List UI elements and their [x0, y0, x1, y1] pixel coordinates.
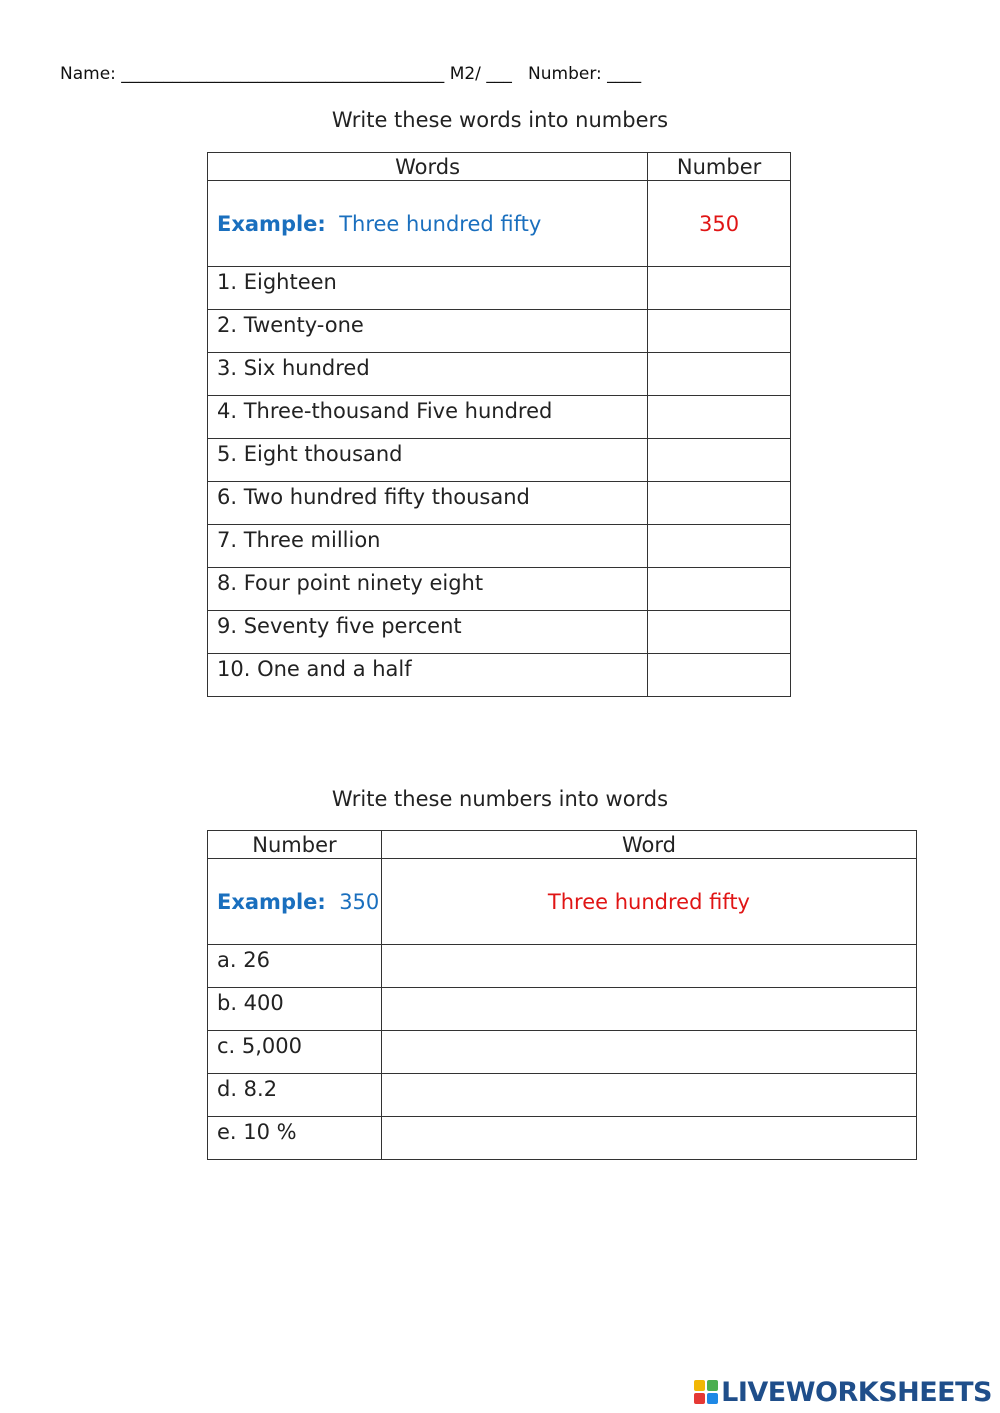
column-header-word: Word: [381, 831, 916, 859]
class-field[interactable]: M2/ ___: [449, 64, 512, 84]
question-item: 9. Seventy five percent: [208, 611, 648, 654]
table-row: [208, 1074, 917, 1117]
question-item: 3. Six hundred: [208, 353, 648, 396]
table-row: [208, 611, 791, 654]
table-row: [208, 482, 791, 525]
table-row: [208, 267, 791, 310]
question-item: 10. One and a half: [208, 654, 648, 697]
student-info-header: [60, 64, 641, 84]
question-item: e. 10 %: [208, 1117, 382, 1160]
table-row: [208, 396, 791, 439]
example-row: [208, 181, 791, 267]
liveworksheets-logo: [694, 1375, 992, 1409]
numbers-to-words-table: [207, 830, 917, 1160]
table-row: [208, 525, 791, 568]
table-row: [208, 568, 791, 611]
example-answer: Three hundred fifty: [381, 859, 916, 945]
answer-word-field[interactable]: [381, 1074, 916, 1117]
logo-square: [694, 1393, 705, 1404]
answer-number-field[interactable]: [648, 353, 791, 396]
answer-number-field[interactable]: [648, 482, 791, 525]
answer-number-field[interactable]: [648, 654, 791, 697]
answer-word-field[interactable]: [381, 988, 916, 1031]
name-field[interactable]: Name: ______________________________________: [60, 64, 445, 84]
example-text: 350: [339, 889, 380, 914]
answer-number-field[interactable]: [648, 396, 791, 439]
answer-number-field[interactable]: [648, 267, 791, 310]
table-row: [208, 988, 917, 1031]
question-item: 2. Twenty-one: [208, 310, 648, 353]
table-row: [208, 353, 791, 396]
example-prompt: [208, 181, 648, 267]
question-item: 7. Three million: [208, 525, 648, 568]
column-header-number: Number: [648, 153, 791, 181]
example-text: Three hundred fifty: [339, 211, 542, 236]
logo-text: LIVEWORKSHEETS: [721, 1376, 992, 1408]
question-item: a. 26: [208, 945, 382, 988]
logo-square: [707, 1393, 718, 1404]
table-row: [208, 439, 791, 482]
student-number-field[interactable]: Number: ____: [528, 64, 642, 84]
answer-number-field[interactable]: [648, 310, 791, 353]
words-to-numbers-table: [207, 152, 791, 697]
example-label: Example:: [217, 889, 326, 914]
question-item: d. 8.2: [208, 1074, 382, 1117]
answer-word-field[interactable]: [381, 1031, 916, 1074]
question-item: 8. Four point ninety eight: [208, 568, 648, 611]
liveworksheets-icon: [694, 1380, 718, 1404]
answer-number-field[interactable]: [648, 525, 791, 568]
answer-word-field[interactable]: [381, 945, 916, 988]
example-row: [208, 859, 917, 945]
question-item: b. 400: [208, 988, 382, 1031]
question-item: 1. Eighteen: [208, 267, 648, 310]
question-item: 5. Eight thousand: [208, 439, 648, 482]
table-row: [208, 1117, 917, 1160]
question-item: 4. Three-thousand Five hundred: [208, 396, 648, 439]
logo-square: [694, 1380, 705, 1391]
example-answer: 350: [648, 181, 791, 267]
answer-number-field[interactable]: [648, 568, 791, 611]
section1-title: Write these words into numbers: [331, 108, 669, 132]
table-row: [208, 1031, 917, 1074]
table-row: [208, 945, 917, 988]
column-header-number: Number: [208, 831, 382, 859]
question-item: 6. Two hundred fifty thousand: [208, 482, 648, 525]
column-header-words: Words: [208, 153, 648, 181]
answer-number-field[interactable]: [648, 611, 791, 654]
answer-number-field[interactable]: [648, 439, 791, 482]
answer-word-field[interactable]: [381, 1117, 916, 1160]
example-label: Example:: [217, 211, 326, 236]
logo-square: [707, 1380, 718, 1391]
example-prompt: [208, 859, 382, 945]
table-row: [208, 654, 791, 697]
table-row: [208, 310, 791, 353]
section2-title: Write these numbers into words: [331, 787, 669, 811]
question-item: c. 5,000: [208, 1031, 382, 1074]
